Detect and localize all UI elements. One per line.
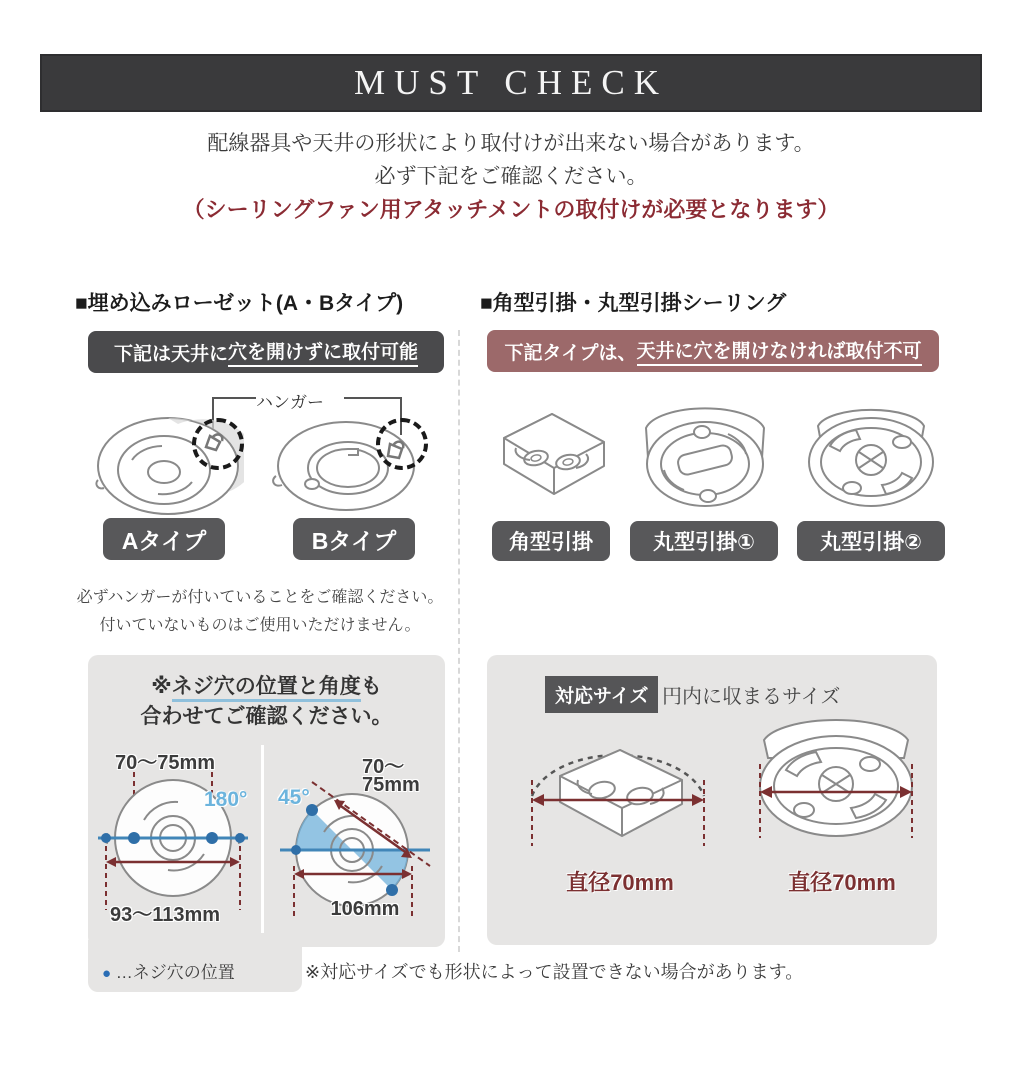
panel-title-line2: 合わせてご確認ください。 [140,705,393,728]
right-banner [487,330,939,372]
panel-title-prefix: ※ [151,675,172,698]
must-check-title: MUST CHECK [354,63,668,102]
intro-line-2: 必ず下記をご確認ください。 [374,165,648,188]
hanger-highlight-circle-b [376,418,428,470]
round-hook-2-icon [796,396,946,520]
column-divider [458,330,460,952]
round-hook-2-label: 丸型引掛② [820,531,922,554]
left-banner-underlined: 穴を開けずに取付可能 [228,337,418,367]
size-badge: 対応サイズ [545,676,658,713]
measure-a-top-label: 70～75mm [114,752,216,774]
type-a-label: Aタイプ [121,527,207,554]
round-hook-1-chip [630,521,778,561]
size-diagram-round [742,712,932,866]
must-check-banner [40,54,982,112]
left-banner-prefix: 下記は天井に [113,343,228,365]
size-caption-round: 直径70mm [788,870,896,895]
legend-text: …ネジ穴の位置 [115,963,235,982]
measure-a-angle-label: 180° [204,788,248,811]
type-b-label: Bタイプ [311,527,397,554]
round-hook-1-icon [630,392,780,520]
round-hook-2-chip [797,521,945,561]
screw-hole-legend [102,958,235,983]
intro-line-1: 配線器具や天井の形状により取付けが出来ない場合があります。 [207,132,815,155]
left-section-heading: ■埋め込みローゼット(A・Bタイプ) [75,292,404,315]
intro-line-3: （シーリングファン用アタッチメントの取付けが必要となります） [182,197,840,222]
panel-inner-divider [261,745,264,933]
hanger-note-line-1: 必ずハンガーが付いていることをご確認ください。 [76,589,444,606]
type-b-chip [293,518,415,560]
size-badge-note: 円内に収まるサイズ [662,686,841,708]
footer-note: ※対応サイズでも形状によって設置できない場合があります。 [305,962,804,982]
legend-dot-icon: ● [102,965,112,982]
hanger-note-line-2: 付いていないものはご使用いただけません。 [99,617,421,634]
square-hook-chip [492,521,610,561]
hanger-highlight-circle-a [192,418,244,470]
size-diagram-square [502,718,734,866]
measure-a-bottom-label: 93～113mm [109,904,221,926]
hanger-label: ハンガー [256,393,324,412]
right-banner-underlined: 天井に穴を開けなければ取付不可 [637,336,922,366]
left-banner [88,331,444,373]
round-hook-1-label: 丸型引掛① [653,531,755,554]
square-hook-label: 角型引掛 [509,531,593,554]
measure-b-top-label-1: 70～ [362,756,405,778]
measure-b-bottom-label: 106mm [330,898,400,920]
square-hook-icon [490,400,615,515]
measure-b-angle-label: 45° [278,786,310,809]
panel-title-suffix: も [360,675,382,698]
right-banner-prefix: 下記タイプは、 [504,342,637,364]
right-section-heading: ■角型引掛・丸型引掛シーリング [480,292,787,315]
measure-b-top-label-2: 75mm [362,774,420,796]
screw-hole-panel-title [88,672,445,732]
size-caption-square: 直径70mm [566,870,674,895]
type-a-chip [103,518,225,560]
panel-title-underlined: ネジ穴の位置と角度 [172,675,361,702]
